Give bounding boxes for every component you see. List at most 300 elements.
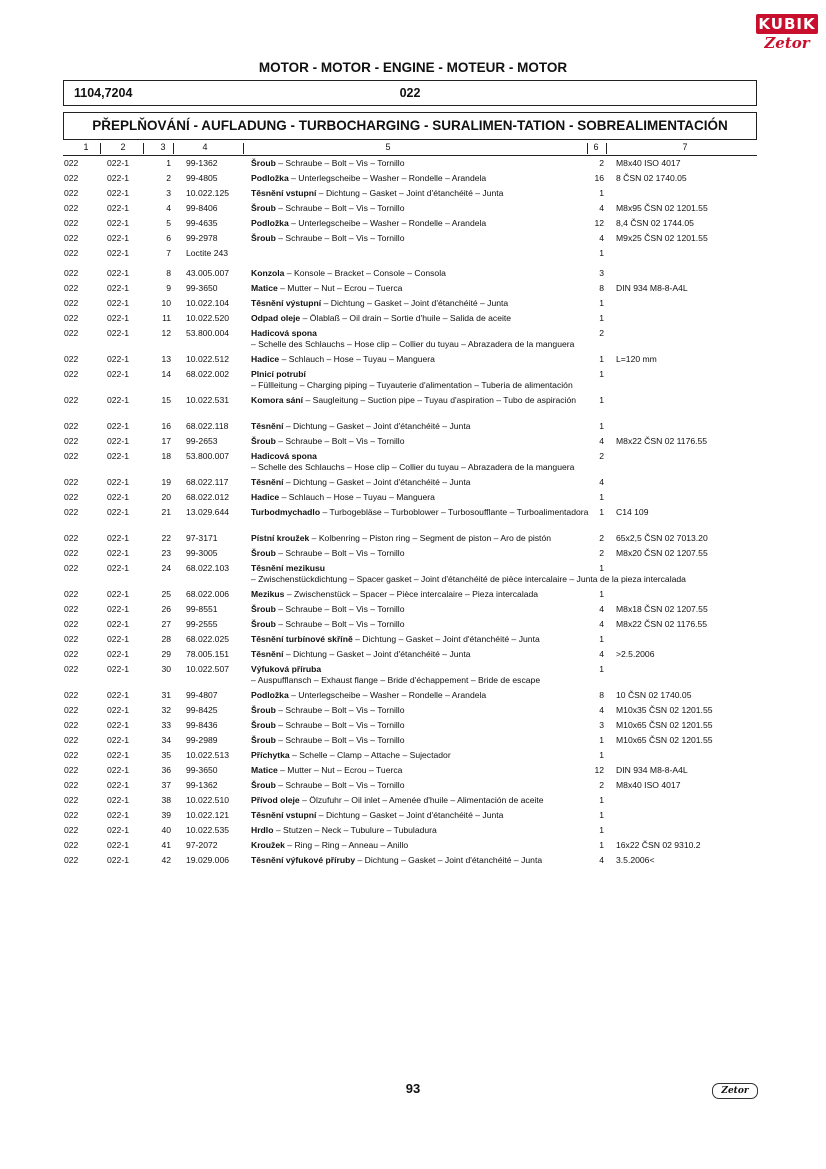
- cell-c4: 10.022.512: [186, 354, 230, 364]
- cell-description: [251, 158, 591, 169]
- cell-description: [251, 690, 591, 701]
- col-separator: [143, 143, 144, 154]
- cell-c2: 022-1: [107, 795, 129, 805]
- cell-c1: 022: [64, 765, 79, 775]
- description-translations: – Zwischenstückdichtung – Spacer gasket – Joint d'étanchéité de pièce intercalaire – Junta de la pieza intercalada: [251, 574, 686, 584]
- description-czech: Těsnění: [251, 421, 284, 431]
- col-separator: [100, 143, 101, 154]
- cell-c3: 28: [161, 634, 171, 644]
- description-czech: Šroub: [251, 548, 276, 558]
- cell-c2: 022-1: [107, 369, 129, 379]
- cell-note: 16x22 ČSN 02 9310.2: [616, 840, 701, 850]
- group-code: 022: [399, 86, 421, 100]
- description-czech: Mezikus: [251, 589, 285, 599]
- cell-description: [251, 218, 591, 229]
- cell-c2: 022-1: [107, 735, 129, 745]
- cell-description: [251, 233, 591, 244]
- cell-c3: 23: [161, 548, 171, 558]
- cell-c1: 022: [64, 451, 79, 461]
- description-czech: Těsnění mezikusu: [251, 563, 326, 573]
- cell-quantity: 16: [594, 173, 604, 183]
- description-czech: Šroub: [251, 436, 276, 446]
- cell-c4: 68.022.025: [186, 634, 230, 644]
- description-czech: Plnicí potrubí: [251, 369, 306, 379]
- cell-description: [251, 477, 591, 488]
- cell-c1: 022: [64, 395, 79, 405]
- cell-c1: 022: [64, 248, 79, 258]
- cell-c1: 022: [64, 735, 79, 745]
- cell-quantity: 1: [599, 825, 604, 835]
- cell-c2: 022-1: [107, 720, 129, 730]
- cell-description: [251, 328, 591, 350]
- cell-c1: 022: [64, 548, 79, 558]
- description-czech: Komora sání: [251, 395, 304, 405]
- cell-note: 10 ČSN 02 1740.05: [616, 690, 692, 700]
- description-translations: – Schelle des Schlauchs – Hose clip – Collier du tuyau – Abrazadera de la manguera: [251, 339, 575, 349]
- cell-c1: 022: [64, 421, 79, 431]
- cell-description: [251, 840, 591, 851]
- description-translations: – Dichtung – Gasket – Joint d'étanchéité – Junta: [283, 649, 471, 659]
- cell-description: [251, 298, 591, 309]
- cell-c1: 022: [64, 203, 79, 213]
- cell-c1: 022: [64, 218, 79, 228]
- cell-c1: 022: [64, 492, 79, 502]
- cell-c1: 022: [64, 173, 79, 183]
- cell-c4: 10.022.510: [186, 795, 230, 805]
- description-translations: – Füllleitung – Charging piping – Tuyauterie d'alimentation – Tuberia de alimentación: [251, 380, 573, 390]
- cell-c1: 022: [64, 533, 79, 543]
- cell-c1: 022: [64, 268, 79, 278]
- description-translations: – Dichtung – Gasket – Joint d'étanchéité – Junta: [321, 298, 509, 308]
- cell-quantity: 3: [599, 268, 604, 278]
- description-translations: – Schraube – Bolt – Vis – Tornillo: [275, 735, 405, 745]
- cell-c2: 022-1: [107, 840, 129, 850]
- cell-note: M8x22 ČSN 02 1176.55: [616, 619, 708, 629]
- page-title: MOTOR - MOTOR - ENGINE - MOTEUR - MOTOR: [258, 60, 568, 75]
- description-czech: Matice: [251, 765, 278, 775]
- cell-note: M10x65 ČSN 02 1201.55: [616, 735, 713, 745]
- description-translations: – Ring – Ring – Anneau – Anillo: [284, 840, 409, 850]
- cell-description: [251, 795, 591, 806]
- cell-c4: 10.022.104: [186, 298, 230, 308]
- cell-c1: 022: [64, 634, 79, 644]
- cell-c4: 99-8425: [186, 705, 218, 715]
- cell-c4: 68.022.002: [186, 369, 230, 379]
- description-czech: Těsnění výfukové příruby: [251, 855, 356, 865]
- cell-c2: 022-1: [107, 477, 129, 487]
- cell-c3: 39: [161, 810, 171, 820]
- cell-note: DIN 934 M8-8-A4L: [616, 283, 688, 293]
- cell-c3: 18: [161, 451, 171, 461]
- description-translations: – Dichtung – Gasket – Joint d'étanchéité – Junta: [283, 477, 471, 487]
- cell-c4: 53.800.004: [186, 328, 230, 338]
- cell-note: M8x40 ISO 4017: [616, 158, 681, 168]
- cell-description: [251, 451, 591, 473]
- cell-description: [251, 188, 591, 199]
- cell-c2: 022-1: [107, 313, 129, 323]
- cell-c3: 9: [166, 283, 171, 293]
- cell-c4: 99-3650: [186, 283, 218, 293]
- description-czech: Šroub: [251, 780, 276, 790]
- cell-quantity: 4: [599, 705, 604, 715]
- cell-description: [251, 604, 591, 615]
- description-translations: – Schraube – Bolt – Vis – Tornillo: [275, 158, 405, 168]
- cell-quantity: 1: [599, 795, 604, 805]
- cell-c3: 30: [161, 664, 171, 674]
- description-czech: Konzola: [251, 268, 285, 278]
- page-number: 93: [405, 1081, 421, 1096]
- cell-description: [251, 720, 591, 731]
- cell-description: [251, 664, 591, 686]
- cell-c1: 022: [64, 354, 79, 364]
- cell-c4: 10.022.121: [186, 810, 230, 820]
- cell-c1: 022: [64, 649, 79, 659]
- cell-quantity: 1: [599, 298, 604, 308]
- cell-c4: 68.022.118: [186, 421, 229, 431]
- cell-c3: 3: [166, 188, 171, 198]
- cell-c4: 97-3171: [186, 533, 218, 543]
- cell-c4: 99-2989: [186, 735, 218, 745]
- col-header-3: 3: [160, 142, 166, 152]
- description-translations: – Stutzen – Neck – Tubulure – Tubuladura: [273, 825, 437, 835]
- cell-quantity: 4: [599, 233, 604, 243]
- cell-c3: 31: [161, 690, 171, 700]
- description-czech: Pístní kroužek: [251, 533, 310, 543]
- cell-note: 8 ČSN 02 1740.05: [616, 173, 687, 183]
- cell-c3: 8: [166, 268, 171, 278]
- cell-quantity: 2: [599, 451, 604, 461]
- cell-c3: 16: [161, 421, 171, 431]
- cell-quantity: 12: [594, 218, 604, 228]
- cell-description: [251, 563, 686, 585]
- cell-c2: 022-1: [107, 188, 129, 198]
- cell-c2: 022-1: [107, 589, 129, 599]
- cell-c1: 022: [64, 795, 79, 805]
- cell-c4: 19.029.006: [186, 855, 230, 865]
- description-translations: – Mutter – Nut – Ecrou – Tuerca: [277, 283, 403, 293]
- section-title: PŘEPLŇOVÁNÍ - AUFLADUNG - TURBOCHARGING - SURALIMEN-TATION - SOBREALIMENTACIÓN: [63, 112, 757, 140]
- cell-c1: 022: [64, 188, 79, 198]
- cell-c1: 022: [64, 705, 79, 715]
- cell-c3: 5: [166, 218, 171, 228]
- zetor-logo-text: Zetor: [764, 34, 810, 52]
- cell-c4: 99-1362: [186, 158, 218, 168]
- description-czech: Kroužek: [251, 840, 285, 850]
- cell-quantity: 4: [599, 477, 604, 487]
- description-translations: – Schelle des Schlauchs – Hose clip – Collier du tuyau – Abrazadera de la manguera: [251, 462, 575, 472]
- cell-c2: 022-1: [107, 533, 129, 543]
- description-czech: Šroub: [251, 233, 276, 243]
- cell-c4: 99-2653: [186, 436, 218, 446]
- description-translations: – Schraube – Bolt – Vis – Tornillo: [275, 203, 405, 213]
- cell-c4: Loctite 243: [186, 248, 229, 258]
- description-czech: Hadicová spona: [251, 328, 317, 338]
- cell-quantity: 1: [599, 188, 604, 198]
- cell-c1: 022: [64, 720, 79, 730]
- cell-note: M8x20 ČSN 02 1207.55: [616, 548, 708, 558]
- cell-c4: 99-2555: [186, 619, 218, 629]
- description-translations: – Schraube – Bolt – Vis – Tornillo: [275, 436, 405, 446]
- col-header-6: 6: [593, 142, 599, 152]
- cell-c1: 022: [64, 780, 79, 790]
- cell-c4: 78.005.151: [186, 649, 230, 659]
- cell-c4: 68.022.103: [186, 563, 230, 573]
- description-czech: Podložka: [251, 173, 289, 183]
- cell-note: 8,4 ČSN 02 1744.05: [616, 218, 694, 228]
- cell-c1: 022: [64, 840, 79, 850]
- cell-c3: 10: [161, 298, 171, 308]
- col-header-7: 7: [682, 142, 688, 152]
- cell-quantity: 3: [599, 720, 604, 730]
- description-czech: Těsnění vstupní: [251, 188, 317, 198]
- cell-note: M8x22 ČSN 02 1176.55: [616, 436, 708, 446]
- cell-description: [251, 705, 591, 716]
- cell-c4: 10.022.507: [186, 664, 230, 674]
- description-translations: – Schlauch – Hose – Tuyau – Manguera: [279, 492, 435, 502]
- cell-quantity: 2: [599, 533, 604, 543]
- cell-c4: 99-2978: [186, 233, 218, 243]
- cell-c1: 022: [64, 283, 79, 293]
- cell-quantity: 1: [599, 313, 604, 323]
- cell-c2: 022-1: [107, 248, 129, 258]
- cell-quantity: 4: [599, 436, 604, 446]
- cell-description: [251, 634, 591, 645]
- description-czech: Těsnění: [251, 477, 284, 487]
- col-separator: [587, 143, 588, 154]
- cell-c4: 68.022.006: [186, 589, 230, 599]
- cell-quantity: 12: [594, 765, 604, 775]
- cell-c1: 022: [64, 298, 79, 308]
- cell-quantity: 1: [599, 840, 604, 850]
- cell-c4: 10.022.513: [186, 750, 230, 760]
- cell-c3: 24: [161, 563, 171, 573]
- cell-c2: 022-1: [107, 664, 129, 674]
- cell-c3: 38: [161, 795, 171, 805]
- cell-c3: 21: [161, 507, 171, 517]
- cell-description: [251, 735, 591, 746]
- cell-note: M8x18 ČSN 02 1207.55: [616, 604, 708, 614]
- description-translations: – Schraube – Bolt – Vis – Tornillo: [275, 720, 405, 730]
- cell-description: [251, 533, 591, 544]
- cell-description: [251, 810, 591, 821]
- cell-c2: 022-1: [107, 855, 129, 865]
- cell-c2: 022-1: [107, 436, 129, 446]
- cell-description: [251, 589, 591, 600]
- description-translations: – Unterlegscheibe – Washer – Rondelle – Arandela: [288, 218, 487, 228]
- cell-quantity: 2: [599, 548, 604, 558]
- col-separator: [243, 143, 244, 154]
- cell-c4: 68.022.117: [186, 477, 229, 487]
- cell-c1: 022: [64, 369, 79, 379]
- cell-quantity: 4: [599, 649, 604, 659]
- cell-c3: 20: [161, 492, 171, 502]
- cell-c1: 022: [64, 477, 79, 487]
- cell-quantity: 4: [599, 203, 604, 213]
- cell-c1: 022: [64, 436, 79, 446]
- cell-description: [251, 369, 591, 391]
- cell-description: [251, 354, 591, 365]
- cell-quantity: 1: [599, 421, 604, 431]
- cell-c2: 022-1: [107, 451, 129, 461]
- cell-c4: 99-1362: [186, 780, 218, 790]
- cell-note: L=120 mm: [616, 354, 657, 364]
- description-czech: Hadice: [251, 354, 280, 364]
- cell-c3: 1: [166, 158, 171, 168]
- cell-c2: 022-1: [107, 492, 129, 502]
- cell-quantity: 4: [599, 604, 604, 614]
- cell-c4: 10.022.125: [186, 188, 230, 198]
- cell-c3: 27: [161, 619, 171, 629]
- cell-quantity: 1: [599, 664, 604, 674]
- description-czech: Turbodmychadlo: [251, 507, 321, 517]
- cell-c1: 022: [64, 690, 79, 700]
- cell-c2: 022-1: [107, 158, 129, 168]
- cell-quantity: 2: [599, 328, 604, 338]
- cell-c1: 022: [64, 750, 79, 760]
- description-czech: Šroub: [251, 720, 276, 730]
- cell-c2: 022-1: [107, 604, 129, 614]
- col-separator: [173, 143, 174, 154]
- description-czech: Šroub: [251, 203, 276, 213]
- col-separator: [606, 143, 607, 154]
- description-translations: – Ölzufuhr – Oil inlet – Amenée d'huile – Alimentación de aceite: [299, 795, 544, 805]
- model-code: 1104,7204: [74, 86, 133, 100]
- cell-description: [251, 649, 591, 660]
- cell-c2: 022-1: [107, 507, 129, 517]
- cell-c1: 022: [64, 328, 79, 338]
- cell-quantity: 2: [599, 158, 604, 168]
- description-czech: Hrdlo: [251, 825, 274, 835]
- cell-description: [251, 855, 591, 866]
- cell-c2: 022-1: [107, 328, 129, 338]
- cell-quantity: 8: [599, 690, 604, 700]
- cell-description: [251, 421, 591, 432]
- cell-description: [251, 507, 591, 518]
- description-czech: Šroub: [251, 604, 276, 614]
- cell-c4: 99-8551: [186, 604, 218, 614]
- description-translations: – Dichtung – Gasket – Joint d'étanchéité – Junta: [316, 188, 504, 198]
- description-czech: Těsnění vstupní: [251, 810, 317, 820]
- description-czech: Šroub: [251, 705, 276, 715]
- cell-quantity: 1: [599, 810, 604, 820]
- cell-c4: 10.022.520: [186, 313, 230, 323]
- cell-c4: 99-4805: [186, 173, 218, 183]
- cell-c3: 17: [161, 436, 171, 446]
- cell-c1: 022: [64, 563, 79, 573]
- cell-c2: 022-1: [107, 173, 129, 183]
- cell-c2: 022-1: [107, 548, 129, 558]
- description-czech: Příchytka: [251, 750, 290, 760]
- description-translations: – Zwischenstück – Spacer – Pièce intercalaire – Pieza intercalada: [284, 589, 539, 599]
- cell-c2: 022-1: [107, 283, 129, 293]
- cell-quantity: 1: [599, 507, 604, 517]
- description-translations: – Dichtung – Gasket – Joint d'étanchéité – Junta: [355, 855, 543, 865]
- cell-c2: 022-1: [107, 354, 129, 364]
- cell-c2: 022-1: [107, 619, 129, 629]
- cell-quantity: 1: [599, 634, 604, 644]
- cell-c4: 99-4807: [186, 690, 218, 700]
- cell-c1: 022: [64, 507, 79, 517]
- cell-c4: 97-2072: [186, 840, 218, 850]
- col-header-2: 2: [120, 142, 126, 152]
- cell-quantity: 1: [599, 395, 604, 405]
- cell-c4: 10.022.535: [186, 825, 230, 835]
- description-translations: – Auspufflansch – Exhaust flange – Bride d'échappement – Bride de escape: [251, 675, 541, 685]
- cell-description: [251, 436, 591, 447]
- cell-description: [251, 203, 591, 214]
- cell-c2: 022-1: [107, 421, 129, 431]
- cell-quantity: 1: [599, 369, 604, 379]
- cell-note: DIN 934 M8-8-A4L: [616, 765, 688, 775]
- description-czech: Šroub: [251, 158, 276, 168]
- cell-description: [251, 825, 591, 836]
- cell-c3: 15: [161, 395, 171, 405]
- cell-description: [251, 283, 591, 294]
- cell-c4: 99-3005: [186, 548, 218, 558]
- cell-c3: 41: [161, 840, 171, 850]
- cell-note: M10x65 ČSN 02 1201.55: [616, 720, 713, 730]
- cell-c3: 32: [161, 705, 171, 715]
- cell-quantity: 4: [599, 619, 604, 629]
- cell-description: [251, 750, 591, 761]
- description-translations: – Saugleitung – Suction pipe – Tuyau d'aspiration – Tubo de aspiración: [303, 395, 577, 405]
- cell-description: [251, 395, 591, 406]
- description-translations: – Schlauch – Hose – Tuyau – Manguera: [279, 354, 435, 364]
- cell-note: M8x40 ISO 4017: [616, 780, 681, 790]
- description-translations: – Schraube – Bolt – Vis – Tornillo: [275, 604, 405, 614]
- cell-c1: 022: [64, 825, 79, 835]
- cell-c1: 022: [64, 589, 79, 599]
- cell-c1: 022: [64, 313, 79, 323]
- cell-quantity: 1: [599, 563, 604, 573]
- description-czech: Šroub: [251, 619, 276, 629]
- cell-c3: 36: [161, 765, 171, 775]
- cell-quantity: 1: [599, 750, 604, 760]
- cell-c3: 33: [161, 720, 171, 730]
- description-czech: Podložka: [251, 218, 289, 228]
- cell-note: >2.5.2006: [616, 649, 655, 659]
- cell-c2: 022-1: [107, 203, 129, 213]
- description-translations: – Turbogebläse – Turboblower – Turbosoufflante – Turboalimentadora: [320, 507, 589, 517]
- cell-note: M9x25 ČSN 02 1201.55: [616, 233, 708, 243]
- description-translations: – Mutter – Nut – Ecrou – Tuerca: [277, 765, 403, 775]
- description-czech: Přívod oleje: [251, 795, 300, 805]
- description-czech: Těsnění výstupní: [251, 298, 322, 308]
- col-header-5: 5: [385, 142, 391, 152]
- cell-note: C14 109: [616, 507, 649, 517]
- description-czech: Těsnění turbínové skříně: [251, 634, 353, 644]
- cell-c2: 022-1: [107, 218, 129, 228]
- description-translations: – Kolbenring – Piston ring – Segment de piston – Aro de pistón: [309, 533, 552, 543]
- model-group-bar: [63, 80, 757, 106]
- description-translations: – Schraube – Bolt – Vis – Tornillo: [275, 705, 405, 715]
- description-translations: – Konsole – Bracket – Console – Consola: [284, 268, 446, 278]
- cell-description: [251, 765, 591, 776]
- cell-c1: 022: [64, 664, 79, 674]
- cell-c2: 022-1: [107, 634, 129, 644]
- cell-quantity: 8: [599, 283, 604, 293]
- description-czech: Šroub: [251, 735, 276, 745]
- cell-c3: 26: [161, 604, 171, 614]
- cell-c1: 022: [64, 604, 79, 614]
- cell-c4: 99-3650: [186, 765, 218, 775]
- cell-note: 3.5.2006<: [616, 855, 655, 865]
- cell-description: [251, 173, 591, 184]
- description-translations: – Schraube – Bolt – Vis – Tornillo: [275, 548, 405, 558]
- cell-description: [251, 313, 591, 324]
- description-translations: – Unterlegscheibe – Washer – Rondelle – Arandela: [288, 690, 487, 700]
- cell-c3: 29: [161, 649, 171, 659]
